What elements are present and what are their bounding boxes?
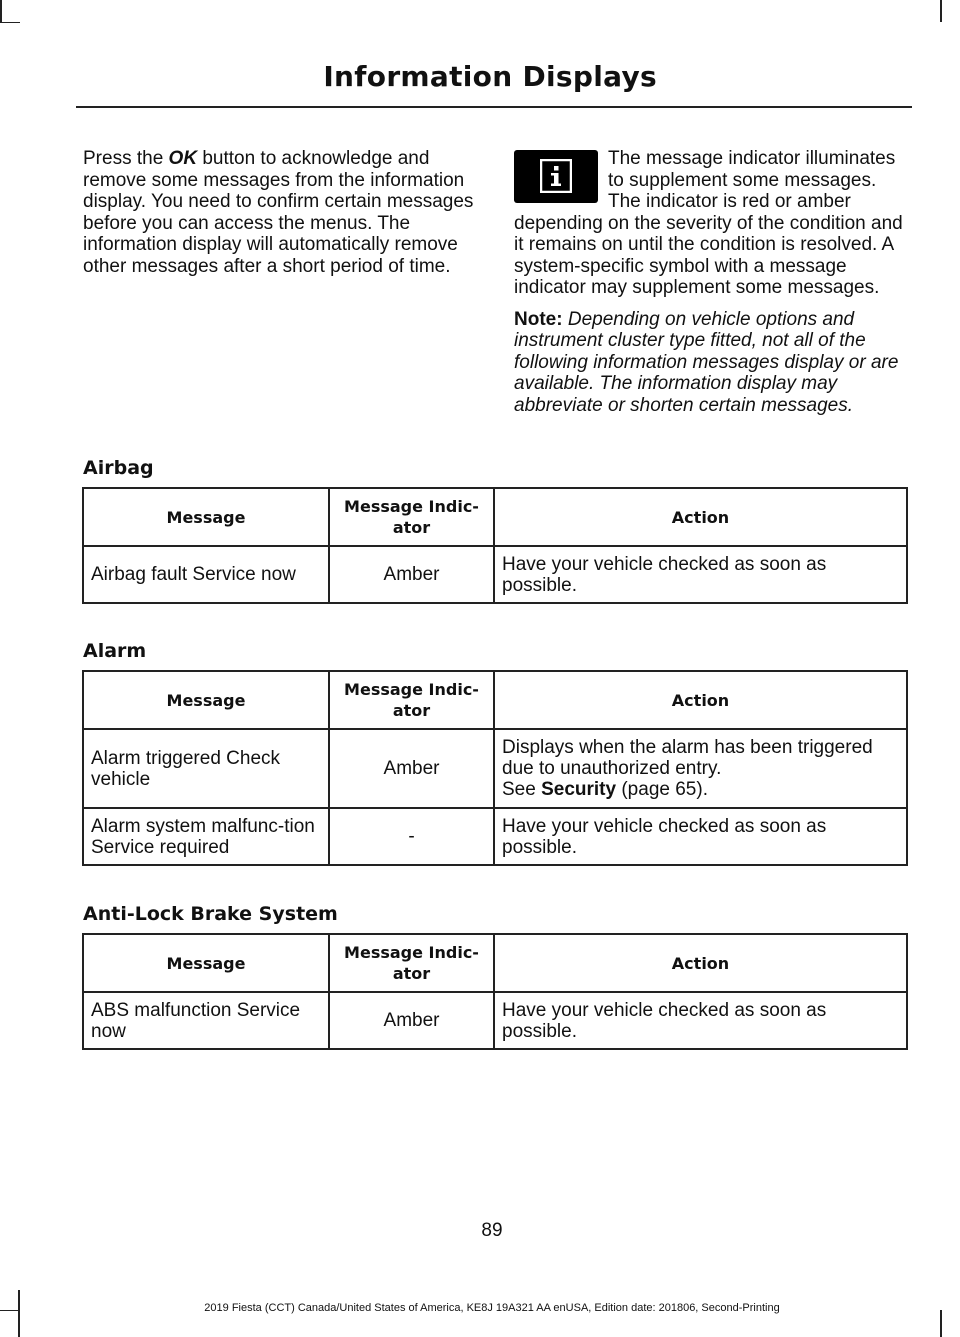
airbag-table — [82, 487, 908, 604]
intro-left-column — [83, 148, 475, 277]
cell-message: Alarm system malfunc-tion Service required — [83, 808, 329, 865]
header-action: Action — [494, 488, 907, 546]
crop-mark-top-left-h — [0, 22, 20, 23]
table-row — [83, 729, 907, 808]
intro-paragraph — [83, 148, 475, 277]
table-row — [83, 992, 907, 1049]
note-label: Note: — [514, 308, 563, 330]
info-icon — [514, 150, 598, 203]
cell-message: ABS malfunction Service now — [83, 992, 329, 1049]
indicator-paragraph: The message indicator illuminates to supplement some messages. The indicator is red or amber depending on the severity of the condition and it remains on until the condition is resolved. A system-specific symbol with a message indicator may supplement some messages. — [514, 148, 903, 298]
abs-table — [82, 933, 908, 1050]
table-row — [83, 808, 907, 865]
see-suffix: (page 65). — [616, 779, 708, 800]
table-header-row — [83, 671, 907, 729]
crop-mark-bottom-right — [940, 1310, 942, 1337]
cell-action: Have your vehicle checked as soon as possible. — [494, 808, 907, 865]
page-number: 89 — [481, 1220, 503, 1241]
header-message: Message — [83, 488, 329, 546]
cell-indicator: Amber — [329, 729, 494, 808]
note-text: Depending on vehicle options and instrument cluster type fitted, not all of the following information messages display or are available. The information display may abbreviate or shorten certain messages. — [514, 308, 899, 416]
header-action: Action — [494, 671, 907, 729]
crop-mark-top-left — [0, 0, 2, 22]
action-text: Displays when the alarm has been triggered due to unauthorized entry. — [502, 737, 873, 779]
cell-indicator: Amber — [329, 546, 494, 603]
header-indicator: Message Indic-ator — [329, 488, 494, 546]
intro-post: button to acknowledge and remove some messages from the information display. You need to confirm certain messages before you can access the menus. The information display will automatically remove other messages after a short period of time. — [83, 148, 474, 277]
footer-text: 2019 Fiesta (CCT) Canada/United States of America, KE8J 19A321 AA enUSA, Edition date: 201806, Second-Printing — [204, 1302, 780, 1314]
header-divider — [76, 106, 912, 108]
intro-pre: Press the — [83, 148, 169, 169]
cell-indicator: Amber — [329, 992, 494, 1049]
ok-key-label: OK — [168, 148, 198, 169]
cell-action — [494, 729, 907, 808]
cell-indicator: - — [329, 808, 494, 865]
header-action: Action — [494, 934, 907, 992]
table-header-row — [83, 488, 907, 546]
table-header-row — [83, 934, 907, 992]
header-indicator: Message Indic-ator — [329, 671, 494, 729]
note-paragraph — [514, 309, 906, 417]
cell-action: Have your vehicle checked as soon as possible. — [494, 992, 907, 1049]
cell-action: Have your vehicle checked as soon as possible. — [494, 546, 907, 603]
security-reference[interactable]: Security — [541, 779, 617, 800]
header-message: Message — [83, 671, 329, 729]
cell-message: Alarm triggered Check vehicle — [83, 729, 329, 808]
cell-message: Airbag fault Service now — [83, 546, 329, 603]
header-message: Message — [83, 934, 329, 992]
section-title-alarm: Alarm — [83, 640, 147, 662]
see-prefix: See — [502, 779, 542, 800]
section-title-airbag: Airbag — [83, 457, 154, 479]
section-title-abs: Anti-Lock Brake System — [83, 903, 338, 925]
page-title: Information Displays — [323, 60, 657, 93]
crop-mark-top-right — [940, 0, 942, 22]
intro-right-column — [514, 148, 906, 416]
alarm-table — [82, 670, 908, 866]
header-indicator: Message Indic-ator — [329, 934, 494, 992]
table-row — [83, 546, 907, 603]
